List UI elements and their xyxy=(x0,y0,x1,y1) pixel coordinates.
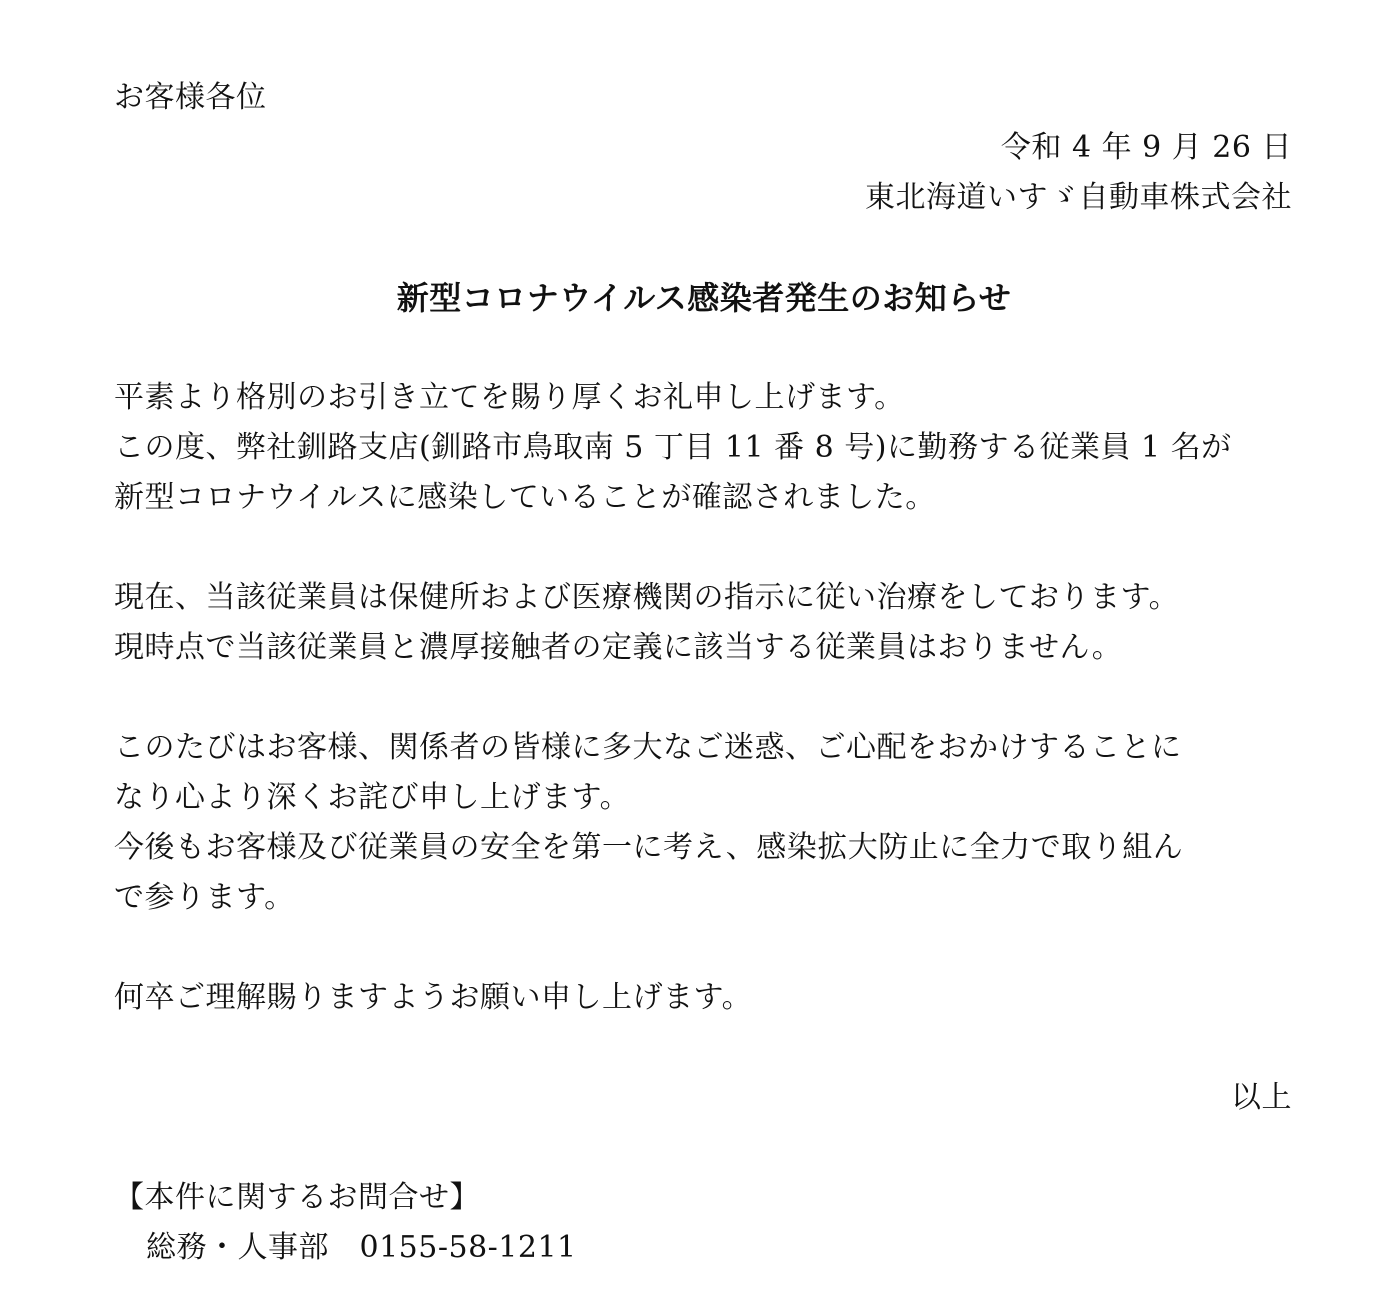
paragraph2-line2: 現時点で当該従業員と濃厚接触者の定義に該当する従業員はおりません。 xyxy=(114,630,1123,665)
paragraph3-line1: このたびはお客様、関係者の皆様に多大なご迷惑、ご心配をおかけすることに xyxy=(114,730,1182,765)
paragraph4: 何卒ご理解賜りますようお願い申し上げます。 xyxy=(114,980,753,1015)
company-name: 東北海道いすゞ自動車株式会社 xyxy=(865,180,1292,215)
paragraph3-line2: なり心より深くお詫び申し上げます。 xyxy=(114,780,631,815)
paragraph1-line3: 新型コロナウイルスに感染していることが確認されました。 xyxy=(114,480,936,515)
closing-text: 以上 xyxy=(1231,1080,1292,1115)
paragraph3-line4: で参ります。 xyxy=(114,880,295,915)
paragraph1-line2: この度、弊社釧路支店(釧路市鳥取南 5 丁目 11 番 8 号)に勤務する従業員 1 名が xyxy=(114,430,1232,465)
notice-date: 令和 4 年 9 月 26 日 xyxy=(1000,130,1292,165)
addressee: お客様各位 xyxy=(114,80,267,115)
paragraph3-line3: 今後もお客様及び従業員の安全を第一に考え、感染拡大防止に全力で取り組ん xyxy=(114,830,1184,865)
paragraph2-line1: 現在、当該従業員は保健所および医療機関の指示に従い治療をしております。 xyxy=(114,580,1180,615)
paragraph1-line1: 平素より格別のお引き立てを賜り厚くお礼申し上げます。 xyxy=(114,380,905,415)
notice-title: 新型コロナウイルス感染者発生のお知らせ xyxy=(396,279,1012,317)
contact-heading: 【本件に関するお問合せ】 xyxy=(114,1180,480,1215)
contact-details: 総務・人事部 0155-58-1211 xyxy=(146,1230,577,1265)
